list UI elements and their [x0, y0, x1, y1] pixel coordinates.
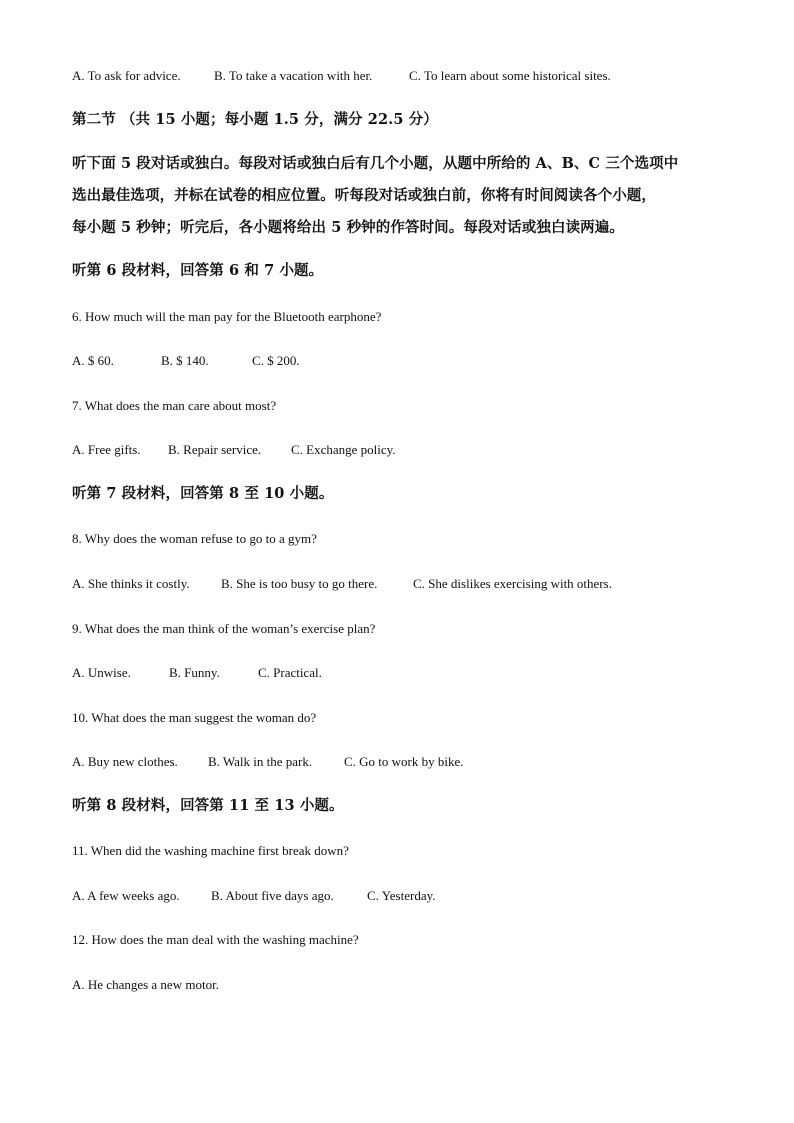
option-b: B. About five days ago. — [211, 888, 334, 903]
option-b: B. $ 140. — [161, 353, 209, 368]
material-8-heading: 听第 8 段材料，回答第 11 至 13 小题。 — [72, 797, 344, 814]
question-12: 12. How does the man deal with the washing machine? — [72, 932, 359, 947]
option-a: A. He changes a new motor. — [72, 977, 219, 992]
question-7: 7. What does the man care about most? — [72, 398, 277, 413]
material-7-heading: 听第 7 段材料，回答第 8 至 10 小题。 — [72, 485, 334, 502]
question-9: 9. What does the man think of the woman’s exercise plan? — [72, 621, 376, 636]
question-6: 6. How much will the man pay for the Bluetooth earphone? — [72, 309, 382, 324]
material-6-heading: 听第 6 段材料，回答第 6 和 7 小题。 — [72, 262, 324, 279]
question-7-options — [72, 441, 396, 459]
option-a: A. $ 60. — [72, 353, 114, 368]
option-c: C. Practical. — [258, 665, 322, 680]
option-a: A. To ask for advice. — [72, 68, 181, 83]
question-8: 8. Why does the woman refuse to go to a gym? — [72, 531, 317, 546]
option-c: C. Exchange policy. — [291, 442, 396, 457]
instructions-line-2: 选出最佳选项，并标在试卷的相应位置。听每段对话或独白前，你将有时间阅读各个小题， — [72, 187, 656, 204]
option-a: A. A few weeks ago. — [72, 888, 180, 903]
option-a: A. She thinks it costly. — [72, 576, 190, 591]
question-12-options — [72, 976, 219, 994]
option-b: B. Walk in the park. — [208, 754, 313, 769]
question-10-options — [72, 753, 464, 771]
option-b: B. Repair service. — [168, 442, 262, 457]
top-options-row — [72, 67, 611, 85]
option-a: A. Buy new clothes. — [72, 754, 178, 769]
option-c: C. Go to work by bike. — [344, 754, 464, 769]
option-b: B. Funny. — [169, 665, 220, 680]
question-10: 10. What does the man suggest the woman do? — [72, 710, 317, 725]
option-c: C. She dislikes exercising with others. — [413, 576, 612, 591]
option-a: A. Unwise. — [72, 665, 131, 680]
instructions-line-1: 听下面 5 段对话或独白。每段对话或独白后有几个小题，从题中所给的 A、B、C 三个选项中 — [72, 155, 679, 172]
question-11: 11. When did the washing machine first break down? — [72, 843, 349, 858]
option-a: A. Free gifts. — [72, 442, 141, 457]
section-title: 第二节 （共 15 小题；每小题 1.5 分，满分 22.5 分） — [72, 111, 438, 128]
instructions-line-3: 每小题 5 秒钟；听完后，各小题将给出 5 秒钟的作答时间。每段对话或独白读两遍。 — [72, 219, 624, 236]
question-6-options — [72, 352, 300, 370]
question-9-options — [72, 664, 322, 682]
option-c: C. Yesterday. — [367, 888, 436, 903]
question-8-options — [72, 575, 612, 593]
option-c: C. $ 200. — [252, 353, 300, 368]
question-11-options — [72, 887, 436, 905]
option-b: B. She is too busy to go there. — [221, 576, 378, 591]
option-b: B. To take a vacation with her. — [214, 68, 373, 83]
option-c: C. To learn about some historical sites. — [409, 68, 611, 83]
